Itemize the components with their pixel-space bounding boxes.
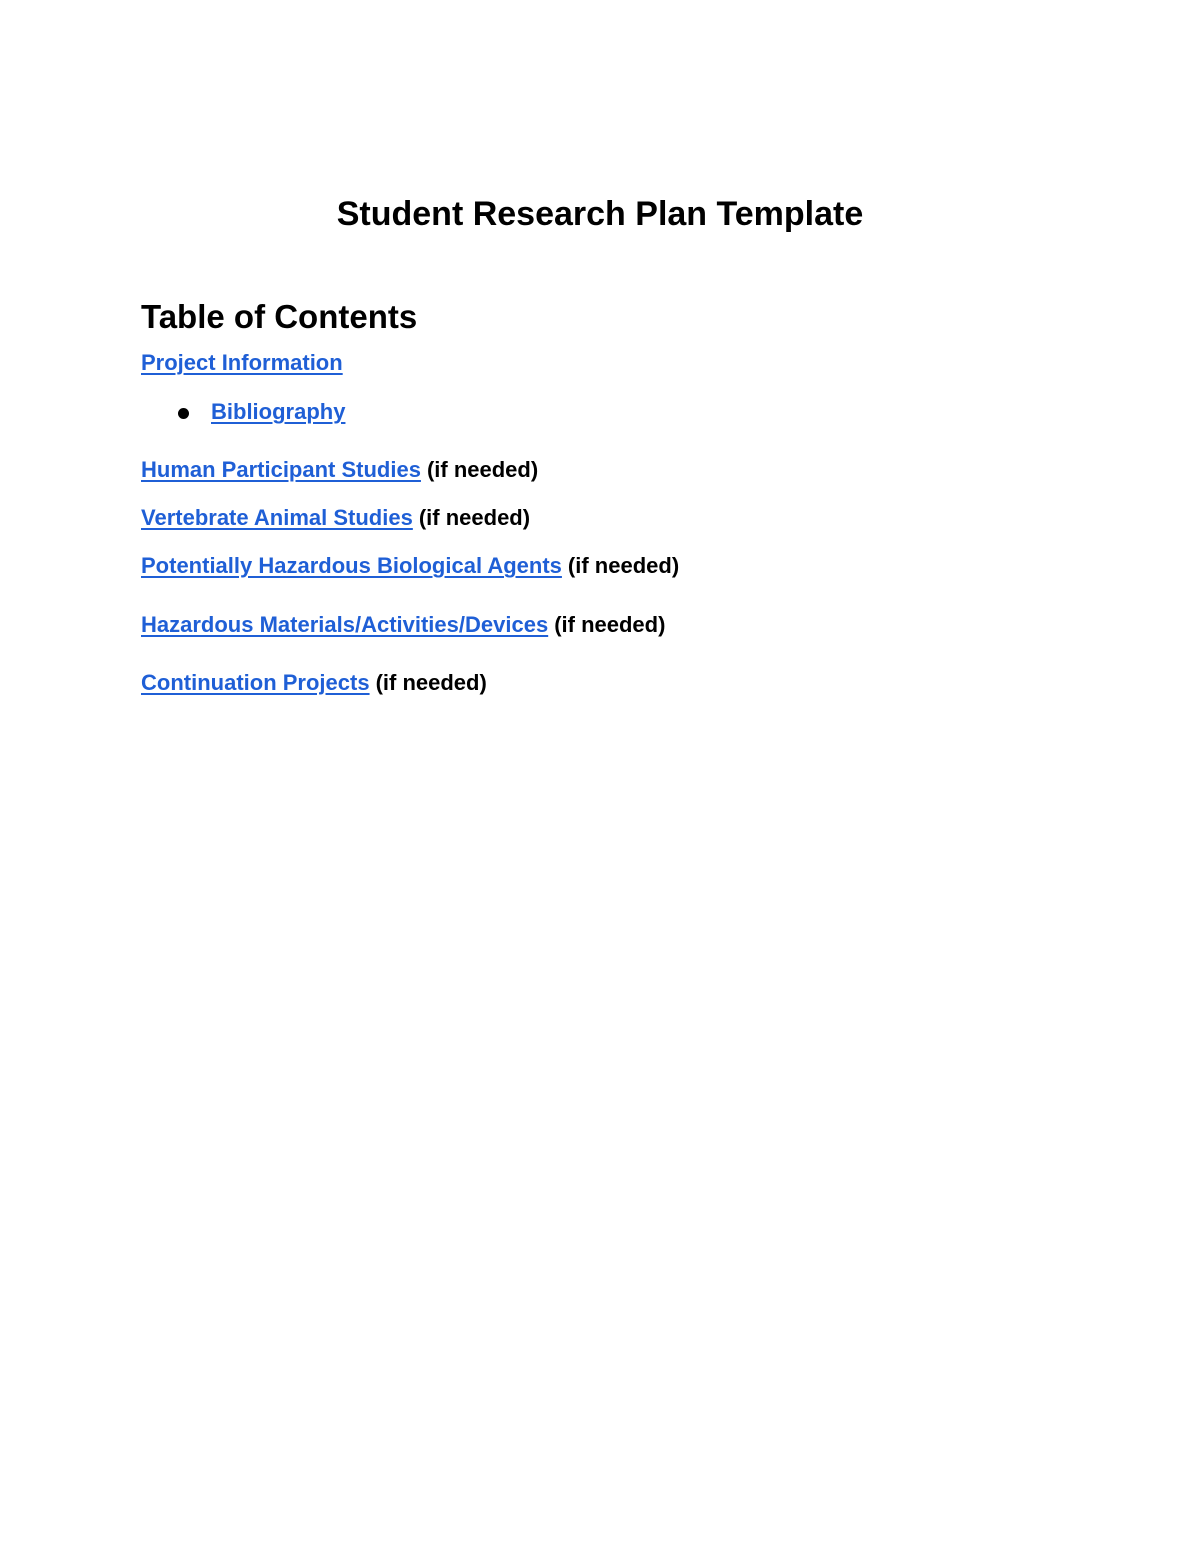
toc-item-hazardous-materials-activities-devices: [141, 610, 665, 640]
bullet-icon: [178, 408, 189, 419]
toc-suffix: (if needed): [375, 670, 487, 695]
toc-link-potentially-hazardous-biological-agents[interactable]: Potentially Hazardous Biological Agents: [141, 553, 562, 578]
toc-item-bibliography: [211, 397, 345, 427]
document-title: Student Research Plan Template: [336, 195, 864, 233]
toc-link-vertebrate-animal-studies[interactable]: Vertebrate Animal Studies: [141, 505, 413, 530]
toc-link-hazardous-materials-activities-devices[interactable]: Hazardous Materials/Activities/Devices: [141, 612, 549, 637]
toc-item-potentially-hazardous-biological-agents: [141, 551, 679, 581]
toc-link-bibliography[interactable]: Bibliography: [211, 399, 346, 424]
toc-link-project-information[interactable]: Project Information: [141, 350, 343, 375]
toc-suffix: (if needed): [418, 505, 531, 530]
toc-heading: Table of Contents: [141, 298, 418, 335]
toc-suffix: (if needed): [567, 553, 680, 578]
toc-item-vertebrate-animal-studies: [141, 503, 530, 533]
toc-item-human-participant-studies: [141, 455, 538, 485]
toc-link-continuation-projects[interactable]: Continuation Projects: [141, 670, 370, 695]
toc-item-continuation-projects: [141, 668, 487, 698]
toc-suffix: (if needed): [426, 457, 539, 482]
toc-suffix: (if needed): [554, 612, 666, 637]
toc-link-human-participant-studies[interactable]: Human Participant Studies: [141, 457, 421, 482]
toc-item-project-information: [141, 348, 343, 378]
